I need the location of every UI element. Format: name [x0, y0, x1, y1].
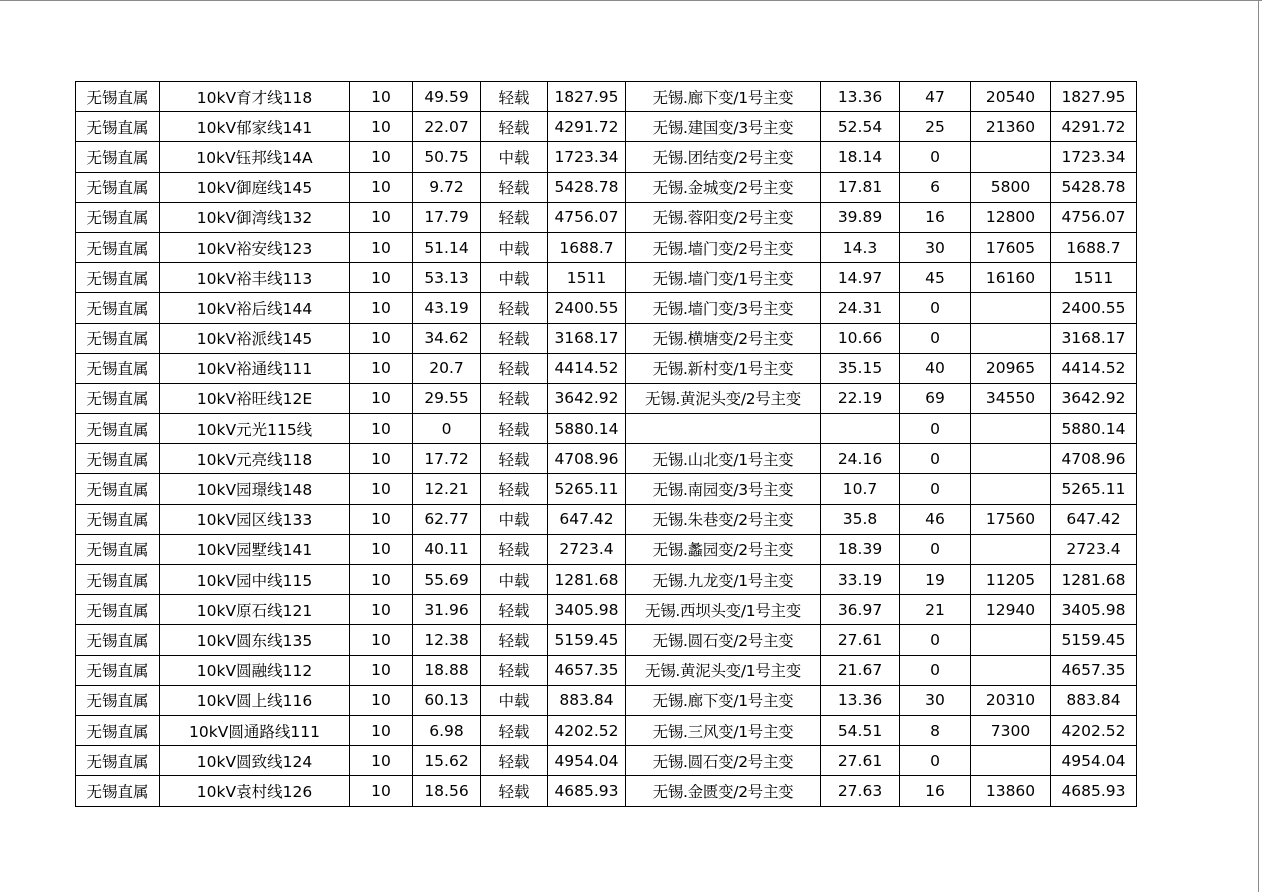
- cell-station-value: 36.97: [821, 595, 900, 625]
- cell-demand: 21360: [971, 112, 1051, 142]
- cell-station-value: 13.36: [821, 685, 900, 715]
- table-row: [76, 746, 1137, 776]
- cell-load-status: 轻载: [481, 82, 548, 112]
- cell-station-value: 24.16: [821, 444, 900, 474]
- cell-count: 40: [900, 353, 971, 383]
- cell-load-rate: 18.88: [413, 655, 481, 685]
- cell-station: 无锡.金城变/2号主变: [626, 172, 821, 202]
- cell-station: 无锡.建国变/3号主变: [626, 112, 821, 142]
- cell-company: 无锡直属: [76, 353, 160, 383]
- cell-count: 30: [900, 232, 971, 262]
- table-row: [76, 595, 1137, 625]
- cell-demand: 20965: [971, 353, 1051, 383]
- cell-line-name: 10kV圆通路线111: [160, 715, 350, 745]
- cell-station-value: 17.81: [821, 172, 900, 202]
- cell-station: 无锡.黄泥头变/1号主变: [626, 655, 821, 685]
- cell-demand: 11205: [971, 565, 1051, 595]
- cell-demand: [971, 323, 1051, 353]
- cell-company: 无锡直属: [76, 625, 160, 655]
- cell-company: 无锡直属: [76, 685, 160, 715]
- cell-station-value: 54.51: [821, 715, 900, 745]
- cell-station: 无锡.横塘变/2号主变: [626, 323, 821, 353]
- cell-count: 0: [900, 414, 971, 444]
- cell-line-name: 10kV圆融线112: [160, 655, 350, 685]
- cell-company: 无锡直属: [76, 232, 160, 262]
- cell-count: 0: [900, 746, 971, 776]
- cell-company: 无锡直属: [76, 263, 160, 293]
- cell-station: 无锡.黄泥头变/2号主变: [626, 383, 821, 413]
- cell-voltage: 10: [350, 776, 413, 806]
- cell-line-name: 10kV御湾线132: [160, 202, 350, 232]
- cell-load-rate: 12.21: [413, 474, 481, 504]
- table-row: [76, 776, 1137, 806]
- cell-load-rate: 15.62: [413, 746, 481, 776]
- cell-load-rate: 55.69: [413, 565, 481, 595]
- cell-count: 0: [900, 655, 971, 685]
- cell-demand: [971, 293, 1051, 323]
- cell-line-name: 10kV裕丰线113: [160, 263, 350, 293]
- cell-demand: [971, 746, 1051, 776]
- cell-demand: [971, 534, 1051, 564]
- cell-voltage: 10: [350, 565, 413, 595]
- cell-company: 无锡直属: [76, 474, 160, 504]
- cell-load-rate: 17.72: [413, 444, 481, 474]
- cell-station: 无锡.墙门变/1号主变: [626, 263, 821, 293]
- cell-count: 0: [900, 293, 971, 323]
- cell-station: 无锡.蓉阳变/2号主变: [626, 202, 821, 232]
- cell-available: 4685.93: [1051, 776, 1137, 806]
- cell-capacity: 4708.96: [548, 444, 626, 474]
- cell-company: 无锡直属: [76, 595, 160, 625]
- cell-capacity: 4954.04: [548, 746, 626, 776]
- cell-count: 46: [900, 504, 971, 534]
- cell-company: 无锡直属: [76, 323, 160, 353]
- cell-demand: [971, 474, 1051, 504]
- cell-company: 无锡直属: [76, 715, 160, 745]
- cell-line-name: 10kV元亮线118: [160, 444, 350, 474]
- cell-company: 无锡直属: [76, 414, 160, 444]
- table-row: [76, 82, 1137, 112]
- cell-demand: 34550: [971, 383, 1051, 413]
- cell-load-status: 轻载: [481, 715, 548, 745]
- cell-voltage: 10: [350, 534, 413, 564]
- cell-voltage: 10: [350, 353, 413, 383]
- cell-station: 无锡.三风变/1号主变: [626, 715, 821, 745]
- cell-voltage: 10: [350, 685, 413, 715]
- cell-load-rate: 22.07: [413, 112, 481, 142]
- cell-available: 4708.96: [1051, 444, 1137, 474]
- cell-voltage: 10: [350, 263, 413, 293]
- cell-load-status: 轻载: [481, 444, 548, 474]
- cell-load-status: 轻载: [481, 534, 548, 564]
- cell-count: 25: [900, 112, 971, 142]
- table-row: [76, 263, 1137, 293]
- cell-load-rate: 20.7: [413, 353, 481, 383]
- cell-available: 5265.11: [1051, 474, 1137, 504]
- cell-demand: 5800: [971, 172, 1051, 202]
- cell-available: 5428.78: [1051, 172, 1137, 202]
- cell-capacity: 4291.72: [548, 112, 626, 142]
- cell-load-status: 轻载: [481, 746, 548, 776]
- cell-line-name: 10kV园墅线141: [160, 534, 350, 564]
- cell-load-rate: 43.19: [413, 293, 481, 323]
- cell-line-name: 10kV郁家线141: [160, 112, 350, 142]
- cell-line-name: 10kV裕派线145: [160, 323, 350, 353]
- cell-capacity: 2723.4: [548, 534, 626, 564]
- cell-line-name: 10kV裕后线144: [160, 293, 350, 323]
- cell-count: 69: [900, 383, 971, 413]
- cell-available: 4756.07: [1051, 202, 1137, 232]
- cell-station-value: 33.19: [821, 565, 900, 595]
- cell-line-name: 10kV裕安线123: [160, 232, 350, 262]
- cell-capacity: 647.42: [548, 504, 626, 534]
- cell-station-value: 35.8: [821, 504, 900, 534]
- cell-station-value: 13.36: [821, 82, 900, 112]
- cell-voltage: 10: [350, 625, 413, 655]
- cell-demand: 20540: [971, 82, 1051, 112]
- cell-load-status: 轻载: [481, 172, 548, 202]
- cell-company: 无锡直属: [76, 172, 160, 202]
- cell-voltage: 10: [350, 112, 413, 142]
- cell-available: 5159.45: [1051, 625, 1137, 655]
- cell-load-rate: 62.77: [413, 504, 481, 534]
- cell-capacity: 5265.11: [548, 474, 626, 504]
- cell-station-value: 14.97: [821, 263, 900, 293]
- table-row: [76, 414, 1137, 444]
- cell-company: 无锡直属: [76, 202, 160, 232]
- cell-station: 无锡.廊下变/1号主变: [626, 685, 821, 715]
- cell-station-value: 18.39: [821, 534, 900, 564]
- cell-voltage: 10: [350, 595, 413, 625]
- table-row: [76, 444, 1137, 474]
- cell-capacity: 1688.7: [548, 232, 626, 262]
- cell-available: 5880.14: [1051, 414, 1137, 444]
- cell-load-rate: 51.14: [413, 232, 481, 262]
- cell-station-value: 35.15: [821, 353, 900, 383]
- cell-line-name: 10kV御庭线145: [160, 172, 350, 202]
- cell-capacity: 4414.52: [548, 353, 626, 383]
- cell-voltage: 10: [350, 746, 413, 776]
- table-row: [76, 293, 1137, 323]
- cell-count: 0: [900, 534, 971, 564]
- cell-available: 1688.7: [1051, 232, 1137, 262]
- cell-load-status: 中载: [481, 263, 548, 293]
- cell-load-status: 中载: [481, 142, 548, 172]
- cell-available: 4202.52: [1051, 715, 1137, 745]
- cell-company: 无锡直属: [76, 776, 160, 806]
- cell-company: 无锡直属: [76, 746, 160, 776]
- cell-load-rate: 18.56: [413, 776, 481, 806]
- cell-station: 无锡.圆石变/2号主变: [626, 625, 821, 655]
- cell-capacity: 2400.55: [548, 293, 626, 323]
- cell-company: 无锡直属: [76, 534, 160, 564]
- cell-available: 4291.72: [1051, 112, 1137, 142]
- cell-station: 无锡.朱巷变/2号主变: [626, 504, 821, 534]
- cell-load-rate: 60.13: [413, 685, 481, 715]
- cell-station: 无锡.蠡园变/2号主变: [626, 534, 821, 564]
- cell-capacity: 3405.98: [548, 595, 626, 625]
- page-border-right: [1258, 0, 1259, 892]
- cell-demand: 17560: [971, 504, 1051, 534]
- cell-company: 无锡直属: [76, 504, 160, 534]
- cell-load-status: 中载: [481, 232, 548, 262]
- cell-line-name: 10kV袁村线126: [160, 776, 350, 806]
- cell-capacity: 3642.92: [548, 383, 626, 413]
- table-row: [76, 142, 1137, 172]
- cell-demand: 7300: [971, 715, 1051, 745]
- cell-company: 无锡直属: [76, 82, 160, 112]
- cell-station: 无锡.圆石变/2号主变: [626, 746, 821, 776]
- cell-load-rate: 50.75: [413, 142, 481, 172]
- cell-load-status: 中载: [481, 504, 548, 534]
- cell-line-name: 10kV圆东线135: [160, 625, 350, 655]
- cell-station: 无锡.团结变/2号主变: [626, 142, 821, 172]
- cell-available: 4414.52: [1051, 353, 1137, 383]
- cell-station-value: 24.31: [821, 293, 900, 323]
- cell-capacity: 4202.52: [548, 715, 626, 745]
- cell-capacity: 3168.17: [548, 323, 626, 353]
- table-body: [76, 82, 1137, 807]
- cell-line-name: 10kV原石线121: [160, 595, 350, 625]
- cell-load-rate: 6.98: [413, 715, 481, 745]
- cell-demand: [971, 444, 1051, 474]
- cell-count: 16: [900, 202, 971, 232]
- cell-company: 无锡直属: [76, 293, 160, 323]
- cell-available: 2723.4: [1051, 534, 1137, 564]
- cell-station: 无锡.墙门变/2号主变: [626, 232, 821, 262]
- cell-available: 1723.34: [1051, 142, 1137, 172]
- cell-company: 无锡直属: [76, 565, 160, 595]
- cell-count: 19: [900, 565, 971, 595]
- cell-available: 3168.17: [1051, 323, 1137, 353]
- cell-load-rate: 17.79: [413, 202, 481, 232]
- table-row: [76, 655, 1137, 685]
- cell-load-rate: 0: [413, 414, 481, 444]
- cell-line-name: 10kV裕通线111: [160, 353, 350, 383]
- cell-load-rate: 31.96: [413, 595, 481, 625]
- cell-company: 无锡直属: [76, 655, 160, 685]
- cell-line-name: 10kV裕旺线12E: [160, 383, 350, 413]
- cell-load-status: 轻载: [481, 353, 548, 383]
- table-row: [76, 474, 1137, 504]
- table-row: [76, 504, 1137, 534]
- cell-count: 16: [900, 776, 971, 806]
- table-row: [76, 383, 1137, 413]
- cell-demand: [971, 142, 1051, 172]
- cell-voltage: 10: [350, 655, 413, 685]
- cell-station: 无锡.新村变/1号主变: [626, 353, 821, 383]
- cell-station-value: 52.54: [821, 112, 900, 142]
- cell-station-value: 10.66: [821, 323, 900, 353]
- cell-count: 45: [900, 263, 971, 293]
- cell-demand: [971, 655, 1051, 685]
- cell-load-status: 轻载: [481, 776, 548, 806]
- table-row: [76, 353, 1137, 383]
- cell-load-status: 轻载: [481, 202, 548, 232]
- cell-station-value: 14.3: [821, 232, 900, 262]
- cell-available: 3405.98: [1051, 595, 1137, 625]
- cell-station-value: 27.61: [821, 746, 900, 776]
- cell-load-status: 轻载: [481, 595, 548, 625]
- cell-station: 无锡.廊下变/1号主变: [626, 82, 821, 112]
- cell-demand: 12940: [971, 595, 1051, 625]
- table-row: [76, 232, 1137, 262]
- cell-load-status: 轻载: [481, 323, 548, 353]
- cell-demand: [971, 625, 1051, 655]
- cell-voltage: 10: [350, 383, 413, 413]
- cell-load-status: 轻载: [481, 474, 548, 504]
- cell-available: 2400.55: [1051, 293, 1137, 323]
- cell-capacity: 1723.34: [548, 142, 626, 172]
- cell-count: 0: [900, 323, 971, 353]
- cell-company: 无锡直属: [76, 383, 160, 413]
- cell-available: 1281.68: [1051, 565, 1137, 595]
- cell-available: 1511: [1051, 263, 1137, 293]
- cell-station-value: 27.61: [821, 625, 900, 655]
- cell-count: 47: [900, 82, 971, 112]
- cell-capacity: 1511: [548, 263, 626, 293]
- cell-station: [626, 414, 821, 444]
- table-row: [76, 323, 1137, 353]
- cell-line-name: 10kV圆上线116: [160, 685, 350, 715]
- cell-voltage: 10: [350, 82, 413, 112]
- cell-company: 无锡直属: [76, 142, 160, 172]
- cell-voltage: 10: [350, 142, 413, 172]
- cell-station: 无锡.墙门变/3号主变: [626, 293, 821, 323]
- cell-capacity: 883.84: [548, 685, 626, 715]
- cell-demand: 17605: [971, 232, 1051, 262]
- cell-demand: 16160: [971, 263, 1051, 293]
- cell-capacity: 4685.93: [548, 776, 626, 806]
- cell-load-status: 中载: [481, 685, 548, 715]
- cell-station: 无锡.南园变/3号主变: [626, 474, 821, 504]
- cell-station-value: 21.67: [821, 655, 900, 685]
- cell-capacity: 5880.14: [548, 414, 626, 444]
- cell-voltage: 10: [350, 504, 413, 534]
- cell-load-status: 轻载: [481, 383, 548, 413]
- cell-voltage: 10: [350, 232, 413, 262]
- cell-demand: [971, 414, 1051, 444]
- cell-voltage: 10: [350, 444, 413, 474]
- cell-count: 0: [900, 625, 971, 655]
- cell-voltage: 10: [350, 202, 413, 232]
- cell-line-name: 10kV园璟线148: [160, 474, 350, 504]
- cell-count: 21: [900, 595, 971, 625]
- cell-line-name: 10kV育才线118: [160, 82, 350, 112]
- cell-station-value: 22.19: [821, 383, 900, 413]
- cell-station-value: [821, 414, 900, 444]
- cell-voltage: 10: [350, 414, 413, 444]
- cell-line-name: 10kV园中线115: [160, 565, 350, 595]
- table-row: [76, 565, 1137, 595]
- cell-available: 647.42: [1051, 504, 1137, 534]
- cell-load-rate: 29.55: [413, 383, 481, 413]
- table-row: [76, 172, 1137, 202]
- cell-line-name: 10kV钰邦线14A: [160, 142, 350, 172]
- table-row: [76, 625, 1137, 655]
- cell-count: 6: [900, 172, 971, 202]
- cell-station: 无锡.九龙变/1号主变: [626, 565, 821, 595]
- cell-demand: 13860: [971, 776, 1051, 806]
- feeder-load-table: [75, 81, 1137, 807]
- cell-available: 3642.92: [1051, 383, 1137, 413]
- cell-available: 4657.35: [1051, 655, 1137, 685]
- cell-voltage: 10: [350, 293, 413, 323]
- table-row: [76, 112, 1137, 142]
- cell-load-status: 轻载: [481, 655, 548, 685]
- cell-station: 无锡.山北变/1号主变: [626, 444, 821, 474]
- cell-capacity: 4657.35: [548, 655, 626, 685]
- cell-load-status: 轻载: [481, 625, 548, 655]
- cell-load-rate: 40.11: [413, 534, 481, 564]
- cell-line-name: 10kV园区线133: [160, 504, 350, 534]
- cell-company: 无锡直属: [76, 112, 160, 142]
- cell-capacity: 1281.68: [548, 565, 626, 595]
- cell-count: 0: [900, 474, 971, 504]
- cell-load-rate: 9.72: [413, 172, 481, 202]
- cell-load-status: 轻载: [481, 112, 548, 142]
- cell-voltage: 10: [350, 474, 413, 504]
- cell-load-rate: 34.62: [413, 323, 481, 353]
- cell-load-status: 轻载: [481, 293, 548, 323]
- cell-station-value: 39.89: [821, 202, 900, 232]
- cell-load-rate: 12.38: [413, 625, 481, 655]
- cell-station: 无锡.西坝头变/1号主变: [626, 595, 821, 625]
- cell-station-value: 27.63: [821, 776, 900, 806]
- table-row: [76, 715, 1137, 745]
- cell-demand: 20310: [971, 685, 1051, 715]
- cell-voltage: 10: [350, 323, 413, 353]
- cell-count: 30: [900, 685, 971, 715]
- cell-load-rate: 53.13: [413, 263, 481, 293]
- cell-demand: 12800: [971, 202, 1051, 232]
- table-row: [76, 202, 1137, 232]
- cell-load-rate: 49.59: [413, 82, 481, 112]
- cell-station: 无锡.金匮变/2号主变: [626, 776, 821, 806]
- cell-voltage: 10: [350, 172, 413, 202]
- cell-count: 0: [900, 142, 971, 172]
- page-border-top: [0, 0, 1262, 1]
- cell-capacity: 5428.78: [548, 172, 626, 202]
- cell-available: 4954.04: [1051, 746, 1137, 776]
- cell-load-status: 轻载: [481, 414, 548, 444]
- cell-capacity: 5159.45: [548, 625, 626, 655]
- cell-capacity: 1827.95: [548, 82, 626, 112]
- cell-line-name: 10kV元光115线: [160, 414, 350, 444]
- cell-voltage: 10: [350, 715, 413, 745]
- cell-count: 8: [900, 715, 971, 745]
- cell-station-value: 18.14: [821, 142, 900, 172]
- cell-capacity: 4756.07: [548, 202, 626, 232]
- cell-load-status: 中载: [481, 565, 548, 595]
- cell-available: 1827.95: [1051, 82, 1137, 112]
- cell-count: 0: [900, 444, 971, 474]
- table-row: [76, 685, 1137, 715]
- cell-station-value: 10.7: [821, 474, 900, 504]
- table-row: [76, 534, 1137, 564]
- cell-line-name: 10kV圆致线124: [160, 746, 350, 776]
- cell-company: 无锡直属: [76, 444, 160, 474]
- cell-available: 883.84: [1051, 685, 1137, 715]
